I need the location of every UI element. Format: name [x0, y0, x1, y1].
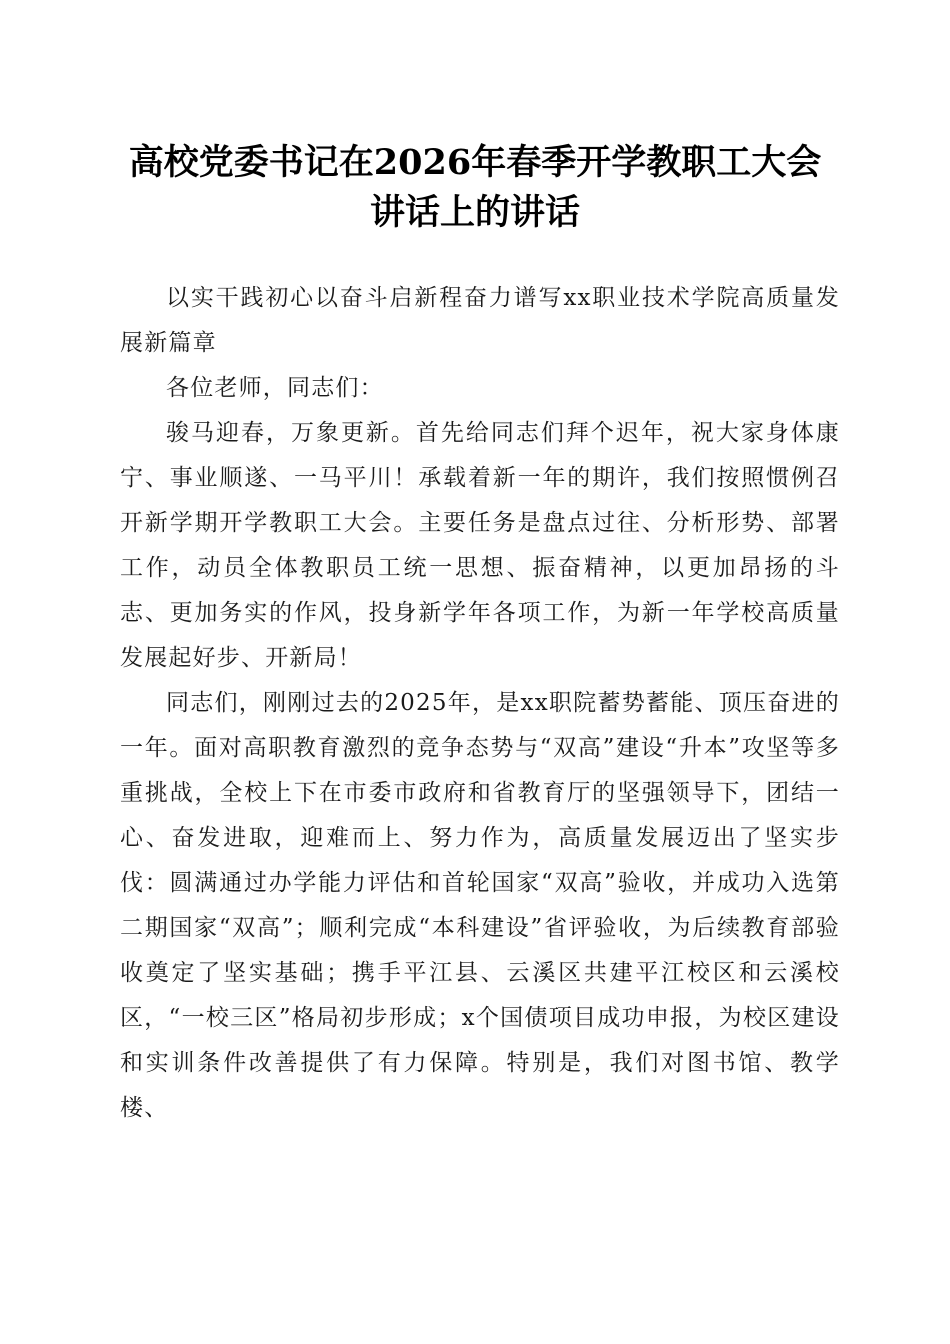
title-line-2: 讲话上的讲话 [369, 192, 580, 233]
document-body [120, 276, 840, 1131]
subtitle-paragraph: 以实干践初心以奋斗启新程奋力谱写xx职业技术学院高质量发展新篇章 [120, 285, 840, 356]
body-paragraph: 骏马迎春，万象更新。首先给同志们拜个迟年，祝大家身体康宁、事业顺遂、一马平川！承载着新一年的期许，我们按照惯例召开新学期开学教职工大会。主要任务是盘点过往、分析形势、部署工作，动员全体教职员工统一思想、振奋精神，以更加昂扬的斗志、更加务实的作风，投身新学年各项工作，为新一年学校高质量发展起好步、开新局！ [120, 420, 840, 671]
document-title [100, 138, 850, 238]
body-paragraph: 同志们，刚刚过去的2025年，是xx职院蓄势蓄能、顶压奋进的一年。面对高职教育激烈的竞争态势与“双高”建设“升本”攻坚等多重挑战，全校上下在市委市政府和省教育厅的坚强领导下，团结一心、奋发进取，迎难而上、努力作为，高质量发展迈出了坚实步伐：圆满通过办学能力评估和首轮国家“双高”验收，并成功入选第二期国家“双高”；顺利完成“本科建设”省评验收，为后续教育部验收奠定了坚实基础；携手平江县、云溪区共建平江校区和云溪校区，“一校三区”格局初步形成；x个国债项目成功申报，为校区建设和实训条件改善提供了有力保障。特别是，我们对图书馆、教学楼、 [120, 690, 840, 1121]
salutation-paragraph: 各位老师，同志们： [166, 375, 384, 401]
title-line-1: 高校党委书记在2026年春季开学教职工大会 [128, 142, 822, 183]
